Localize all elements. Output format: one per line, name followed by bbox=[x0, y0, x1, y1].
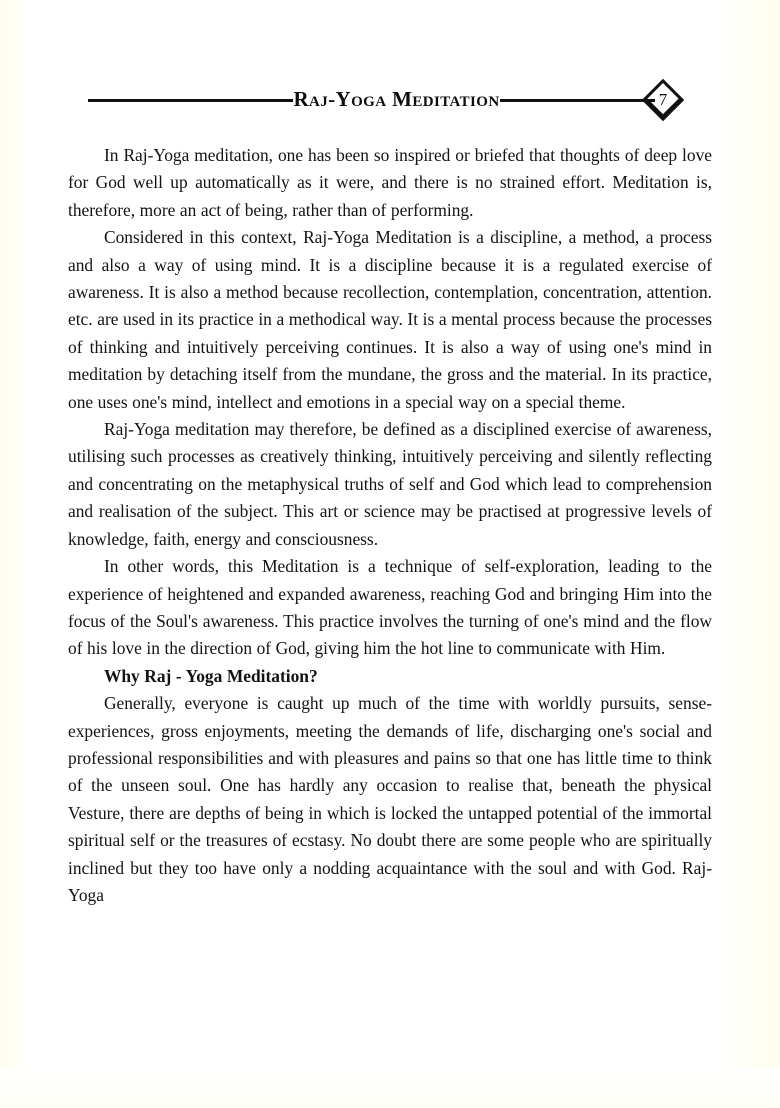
paragraph: In other words, this Meditation is a technique of self-exploration, leading to the experience of heightened and expanded awareness, reaching God and bringing Him into the focus of the Soul's awareness. This practice involves the turning of one's mind and the flow of his love in the direction of God, giving him the hot line to communicate with Him. bbox=[68, 556, 712, 659]
header-rule-left bbox=[88, 99, 293, 102]
page-number: 7 bbox=[658, 90, 668, 109]
scan-edge-tint-bottom bbox=[0, 1068, 780, 1108]
header-rule-right bbox=[500, 99, 655, 102]
scan-edge-tint-left bbox=[0, 0, 26, 1108]
scan-edge-tint-right bbox=[720, 0, 780, 1108]
paragraph: Considered in this context, Raj-Yoga Meditation is a discipline, a method, a process and also a way of using mind. It is a discipline because it is a regulated exercise of awareness. It is also a method because recollection, contemplation, concentration, attention. etc. are used in its practice in a methodical way. It is a mental process because the processes of thinking and intuitively perceiving continues. It is also a way of using one's mind in meditation by detaching itself from the mundane, the gross and the material. In its practice, one uses one's mind, intellect and emotions in a special way on a special theme. bbox=[68, 227, 712, 412]
running-head-title: Raj-Yoga Meditation bbox=[293, 87, 500, 111]
paragraph: Generally, everyone is caught up much of the time with worldly pursuits, sense-experiences, gross enjoyments, meeting the demands of life, discharging one's social and professional responsibilities and with pleasures and pains so that one has little time to think of the unseen soul. One has hardly any occasion to realise that, beneath the physical Vesture, there are depths of being in which is locked the untapped potential of the immortal spiritual self or the treasures of ecstasy. No doubt there are some people who are spiritually inclined but they too have only a nodding acquaintance with the soul and with God. Raj-Yoga bbox=[68, 693, 712, 905]
running-head bbox=[68, 76, 712, 124]
body-text-column bbox=[68, 142, 712, 909]
section-heading: Why Raj - Yoga Meditation? bbox=[104, 665, 318, 686]
paragraph: Raj-Yoga meditation may therefore, be defined as a disciplined exercise of awareness, utilising such processes as creatively thinking, intuitively perceiving and silently reflecting and concentrating on the metaphysical truths of self and God which lead to comprehension and realisation of the subject. This art or science may be practised at progressive levels of knowledge, faith, energy and consciousness. bbox=[68, 419, 712, 549]
paragraph: In Raj-Yoga meditation, one has been so inspired or briefed that thoughts of deep love for God well up automatically as it were, and there is no strained effort. Meditation is, therefore, more an act of being, rather than of performing. bbox=[68, 145, 712, 220]
page-number-diamond bbox=[641, 78, 685, 122]
